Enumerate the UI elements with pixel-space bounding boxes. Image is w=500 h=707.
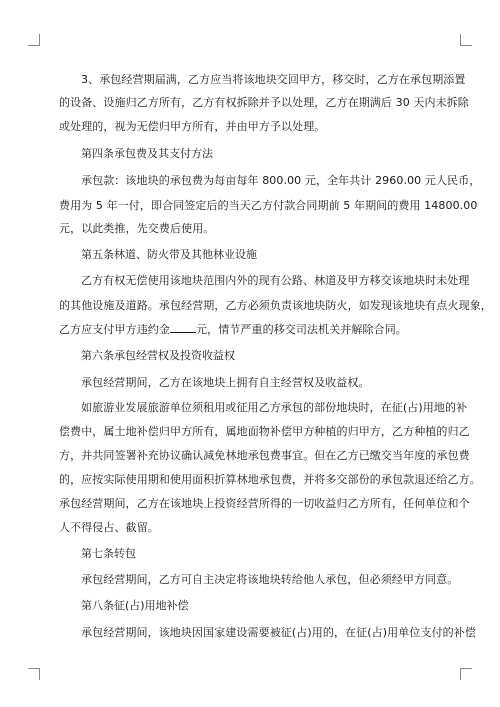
section-heading: 第六条承包经营权及投资收益权 <box>81 349 235 362</box>
paragraph-line: 3、承包经营期届满，乙方应当将该地块交回甲方，移交时，乙方在承包期添置 <box>81 73 466 86</box>
crop-mark-bottom-right <box>460 668 472 680</box>
paragraph-line: 如旅游业发展旅游单位须租用或征用乙方承包的部份地块时，在征(占)用地的补 <box>81 401 468 414</box>
paragraph-line: 乙方有权无偿使用该地块范围内外的现有公路、林道及甲方移交该地块时未处理 <box>81 274 470 287</box>
section-heading: 第七条转包 <box>81 547 136 560</box>
paragraph-line: 元，以此类推，先交费后使用。 <box>59 222 215 235</box>
section-heading: 第八条征(占)用地补偿 <box>81 599 189 612</box>
paragraph-line: 偿费中，属土地补偿归甲方所有，属地面物补偿甲方种植的归甲方，乙方种植的归乙 <box>59 425 470 438</box>
paragraph-line: 承包经营期间，该地块因国家建设需要被征(占)用的，在征(占)用单位支付的补偿 <box>81 626 476 639</box>
paragraph-line: 的，应按实际使用期和使用面积折算林地承包费，并将多交部份的承包款退还给乙方。 <box>59 473 481 486</box>
crop-mark-top-left <box>28 34 40 46</box>
paragraph-text: 元，情节严重的移交司法机关并解除合同。 <box>196 323 407 336</box>
paragraph-line: 承包经营期间，乙方在该地块上投资经营所得的一切收益归乙方所有，任何单位和个 <box>59 497 470 510</box>
paragraph-line: 承包经营期间，乙方在该地块上拥有自主经营权及收益权。 <box>81 376 370 389</box>
crop-mark-top-right <box>460 34 472 46</box>
paragraph-line: 的设备、设施归乙方所有，乙方有权拆除并予以处理，乙方在期满后 30 天内未拆除 <box>59 96 469 109</box>
paragraph-text: 乙方应支付甲方违约金 <box>59 323 170 336</box>
paragraph-line <box>59 323 444 336</box>
blank-underline <box>170 323 196 333</box>
crop-mark-bottom-left <box>28 668 40 680</box>
paragraph-line: 的其他设施及道路。承包经营期，乙方必须负责该地块防火，如发现该地块有点火现象， <box>59 299 492 312</box>
paragraph-line: 或处理的，视为无偿归甲方所有，并由甲方予以处理。 <box>59 120 326 133</box>
paragraph-line: 人不得侵占、截留。 <box>59 521 159 534</box>
paragraph-line: 方，并共同签署补充协议确认减免林地承包费事宜。但在乙方已缴交当年度的承包费 <box>59 449 470 462</box>
paragraph-line: 承包款：该地块的承包费为每亩每年 800.00 元，全年共计 2960.00 元人民币， <box>81 174 481 187</box>
section-heading: 第五条林道、防火带及其他林业设施 <box>81 248 257 261</box>
section-heading: 第四条承包费及其支付方法 <box>81 147 213 160</box>
paragraph-line: 费用为 5 年一付，即合同签定后的当天乙方付款合同期前 5 年期间的费用 14800.00 <box>59 199 478 212</box>
paragraph-line: 承包经营期间，乙方可自主决定将该地块转给他人承包，但必须经甲方同意。 <box>81 573 459 586</box>
